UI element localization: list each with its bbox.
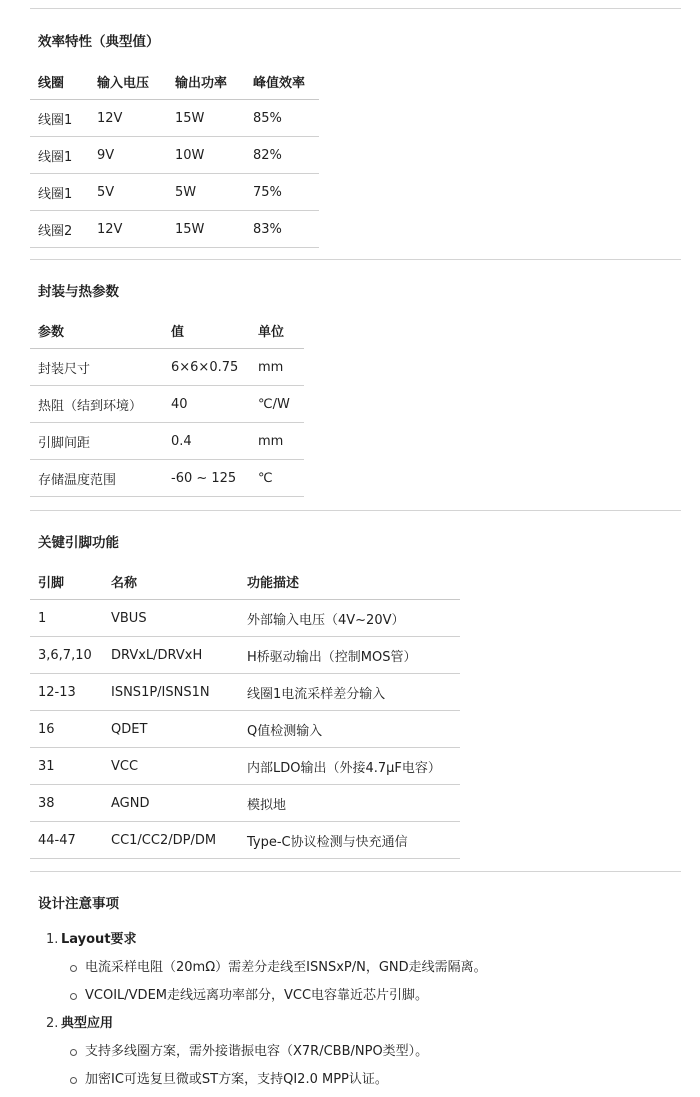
table-cell: QDET (103, 711, 239, 748)
table-cell: 封装尺寸 (30, 349, 163, 386)
table-row (30, 211, 319, 248)
table-header-row (30, 312, 304, 349)
table-cell: H桥驱动输出（控制MOS管） (239, 637, 460, 674)
notes-heading: 设计注意事项 (38, 896, 119, 912)
table-cell: 线圈2 (30, 211, 89, 248)
circle-bullet-icon (70, 1077, 77, 1084)
notes-item (30, 1010, 670, 1094)
table-cell: Q值检测输入 (239, 711, 460, 748)
notes-item (30, 926, 670, 1010)
table-cell: 5W (167, 174, 245, 211)
table-cell: 5V (89, 174, 167, 211)
notes-subitem-text: 电流采样电阻（20mΩ）需差分走线至ISNSxP/N，GND走线需隔离。 (85, 960, 487, 975)
table-cell: ℃/W (250, 386, 304, 423)
table-cell: 12V (89, 211, 167, 248)
table-cell: CC1/CC2/DP/DM (103, 822, 239, 859)
efficiency-table (30, 63, 319, 248)
column-header: 参数 (30, 312, 163, 349)
table-row (30, 822, 460, 859)
table-row (30, 460, 304, 497)
table-cell: 15W (167, 211, 245, 248)
circle-bullet-icon (70, 965, 77, 972)
column-header: 值 (163, 312, 250, 349)
table-cell: 75% (245, 174, 319, 211)
list-number: 2. (46, 1016, 59, 1031)
notes-sublist (61, 1038, 670, 1094)
table-cell: 引脚间距 (30, 423, 163, 460)
table-cell: DRVxL/DRVxH (103, 637, 239, 674)
table-cell: 82% (245, 137, 319, 174)
table-row (30, 386, 304, 423)
table-header-row (30, 563, 460, 600)
table-cell: 83% (245, 211, 319, 248)
column-header: 名称 (103, 563, 239, 600)
table-cell: 10W (167, 137, 245, 174)
table-cell: ℃ (250, 460, 304, 497)
table-row (30, 785, 460, 822)
table-row (30, 711, 460, 748)
table-cell: 15W (167, 100, 245, 137)
divider-top (30, 8, 681, 9)
table-cell: 44-47 (30, 822, 103, 859)
table-cell: 31 (30, 748, 103, 785)
efficiency-heading: 效率特性（典型值） (38, 34, 160, 50)
column-header: 线圈 (30, 63, 89, 100)
pins-heading: 关键引脚功能 (38, 535, 119, 551)
table-row (30, 137, 319, 174)
package-heading: 封装与热参数 (38, 284, 119, 300)
table-cell: 线圈1电流采样差分输入 (239, 674, 460, 711)
table-cell: 12V (89, 100, 167, 137)
divider-package (30, 259, 681, 260)
table-cell: mm (250, 423, 304, 460)
table-cell: 存储温度范围 (30, 460, 163, 497)
table-row (30, 349, 304, 386)
table-cell: 热阻（结到环境） (30, 386, 163, 423)
list-number: 1. (46, 932, 59, 947)
table-cell: 85% (245, 100, 319, 137)
column-header: 输入电压 (89, 63, 167, 100)
table-row (30, 637, 460, 674)
table-header-row (30, 63, 319, 100)
notes-subitem-text: 加密IC可选复旦微或ST方案，支持QI2.0 MPP认证。 (85, 1072, 388, 1087)
notes-subitem-text: VCOIL/VDEM走线远离功率部分，VCC电容靠近芯片引脚。 (85, 988, 429, 1003)
table-cell: 9V (89, 137, 167, 174)
table-row (30, 174, 319, 211)
column-header: 功能描述 (239, 563, 460, 600)
table-cell: 12-13 (30, 674, 103, 711)
circle-bullet-icon (70, 1049, 77, 1056)
notes-subitem-text: 支持多线圈方案，需外接谐振电容（X7R/CBB/NPO类型）。 (85, 1044, 429, 1059)
table-cell: 38 (30, 785, 103, 822)
column-header: 输出功率 (167, 63, 245, 100)
table-cell: AGND (103, 785, 239, 822)
package-table (30, 312, 304, 497)
table-cell: 0.4 (163, 423, 250, 460)
table-row (30, 748, 460, 785)
pins-table (30, 563, 460, 859)
table-cell: ISNS1P/ISNS1N (103, 674, 239, 711)
divider-notes (30, 871, 681, 872)
table-cell: 内部LDO输出（外接4.7μF电容） (239, 748, 460, 785)
notes-sublist (61, 954, 670, 1010)
table-cell: 40 (163, 386, 250, 423)
notes-list (30, 926, 670, 1094)
notes-subitem (61, 954, 670, 982)
table-cell: mm (250, 349, 304, 386)
table-cell: 线圈1 (30, 137, 89, 174)
table-cell: 3,6,7,10 (30, 637, 103, 674)
table-row (30, 600, 460, 637)
table-cell: VCC (103, 748, 239, 785)
table-cell: 模拟地 (239, 785, 460, 822)
table-cell: Type-C协议检测与快充通信 (239, 822, 460, 859)
circle-bullet-icon (70, 993, 77, 1000)
table-row (30, 100, 319, 137)
table-cell: VBUS (103, 600, 239, 637)
column-header: 单位 (250, 312, 304, 349)
column-header: 峰值效率 (245, 63, 319, 100)
column-header: 引脚 (30, 563, 103, 600)
table-cell: -60 ~ 125 (163, 460, 250, 497)
table-cell: 16 (30, 711, 103, 748)
notes-item-title: Layout要求 (61, 932, 137, 947)
table-cell: 线圈1 (30, 174, 89, 211)
table-cell: 线圈1 (30, 100, 89, 137)
table-row (30, 423, 304, 460)
notes-subitem (61, 982, 670, 1010)
divider-pins (30, 510, 681, 511)
table-cell: 外部输入电压（4V~20V） (239, 600, 460, 637)
table-cell: 1 (30, 600, 103, 637)
notes-subitem (61, 1066, 670, 1094)
table-row (30, 674, 460, 711)
table-cell: 6×6×0.75 (163, 349, 250, 386)
notes-item-title: 典型应用 (61, 1016, 114, 1031)
notes-subitem (61, 1038, 670, 1066)
